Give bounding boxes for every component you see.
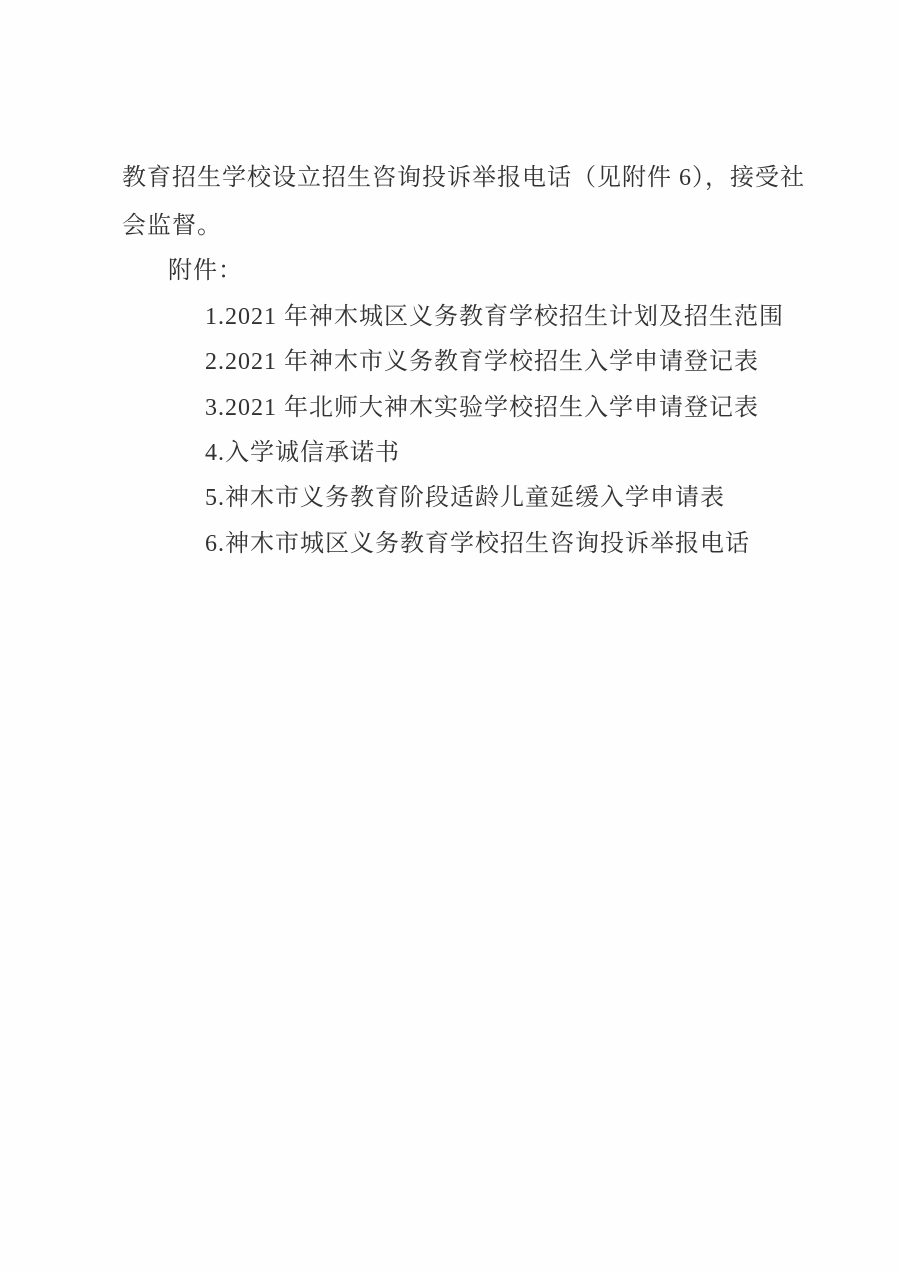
attachment-list-item-1: 1.2021 年神木城区义务教育学校招生计划及招生范围 bbox=[205, 304, 784, 330]
body-paragraph-line-2: 会监督。 bbox=[122, 213, 222, 239]
attachment-list-item-4: 4.入学诚信承诺书 bbox=[205, 440, 400, 466]
attachment-list-item-2: 2.2021 年神木市义务教育学校招生入学申请登记表 bbox=[205, 349, 759, 375]
attachments-heading: 附件： bbox=[168, 258, 243, 284]
attachment-list-item-6: 6.神木市城区义务教育学校招生咨询投诉举报电话 bbox=[205, 531, 750, 557]
body-paragraph-line-1: 教育招生学校设立招生咨询投诉举报电话（见附件 6），接受社 bbox=[122, 165, 805, 191]
attachment-list-item-5: 5.神木市义务教育阶段适龄儿童延缓入学申请表 bbox=[205, 485, 725, 511]
attachment-list-item-3: 3.2021 年北师大神木实验学校招生入学申请登记表 bbox=[205, 395, 759, 421]
